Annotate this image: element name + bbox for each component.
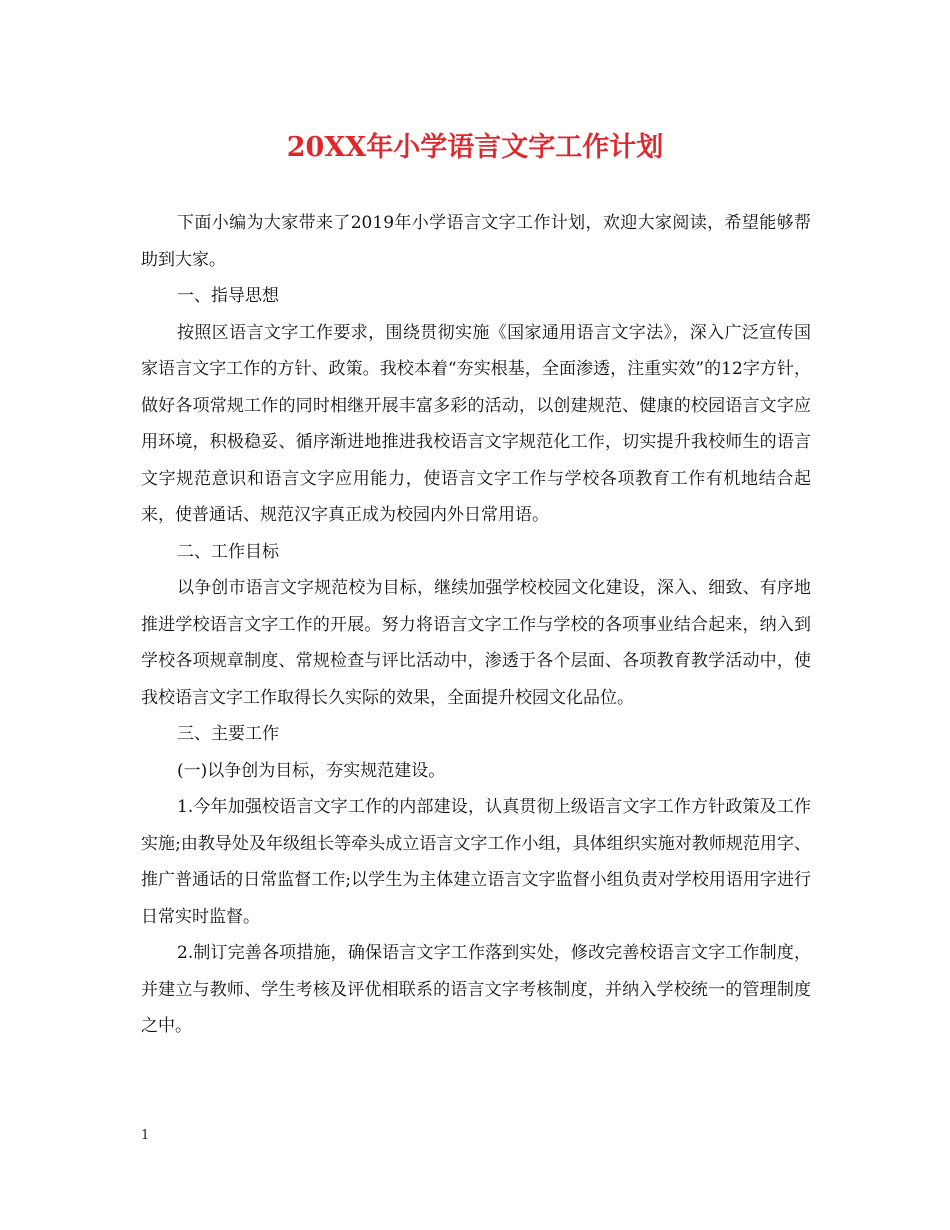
main-work-item-1: 1.今年加强校语言文字工作的内部建设，认真贯彻上级语言文字工作方针政策及工作实施;由教导处及年级组长等牵头成立语言文字工作小组，具体组织实施对教师规范用字、推广普通话的日常监督工作;以学生为主体建立语言文字监督小组负责对学校用语用字进行日常实时监督。 (141, 797, 811, 927)
intro-paragraph: 下面小编为大家带来了2019年小学语言文字工作计划，欢迎大家阅读，希望能够帮助到大家。 (141, 213, 811, 270)
main-work-item-2: 2.制订完善各项措施，确保语言文字工作落到实处，修改完善校语言文字工作制度，并建立与教师、学生考核及评优相联系的语言文字考核制度，并纳入学校统一的管理制度之中。 (141, 943, 811, 1036)
section-heading-guiding-ideology: 一、指导思想 (177, 286, 279, 306)
document-title: 20XX年小学语言文字工作计划 (286, 132, 664, 163)
section-heading-main-work: 三、主要工作 (177, 724, 279, 744)
guiding-ideology-paragraph: 按照区语言文字工作要求，围绕贯彻实施《国家通用语言文字法》，深入广泛宣传国家语言文字工作的方针、政策。我校本着“夯实根基，全面渗透，注重实效”的12字方针，做好各项常规工作的同时相继开展丰富多彩的活动，以创建规范、健康的校园语言文字应用环境，积极稳妥、循序渐进地推进我校语言文字规范化工作，切实提升我校师生的语言文字规范意识和语言文字应用能力，使语言文字工作与学校各项教育工作有机地结合起来，使普通话、规范汉字真正成为校园内外日常用语。 (141, 322, 811, 525)
page-number: 1 (141, 1128, 150, 1143)
document-body (141, 205, 811, 1045)
work-goals-paragraph: 以争创市语言文字规范校为目标，继续加强学校校园文化建设，深入、细致、有序地推进学校语言文字工作的开展。努力将语言文字工作与学校的各项事业结合起来，纳入到学校各项规章制度、常规检查与评比活动中，渗透于各个层面、各项教育教学活动中，使我校语言文字工作取得长久实际的效果，全面提升校园文化品位。 (141, 578, 811, 708)
subsection-heading-1: (一)以争创为目标，夯实规范建设。 (177, 760, 446, 781)
section-heading-work-goals: 二、工作目标 (177, 541, 279, 562)
